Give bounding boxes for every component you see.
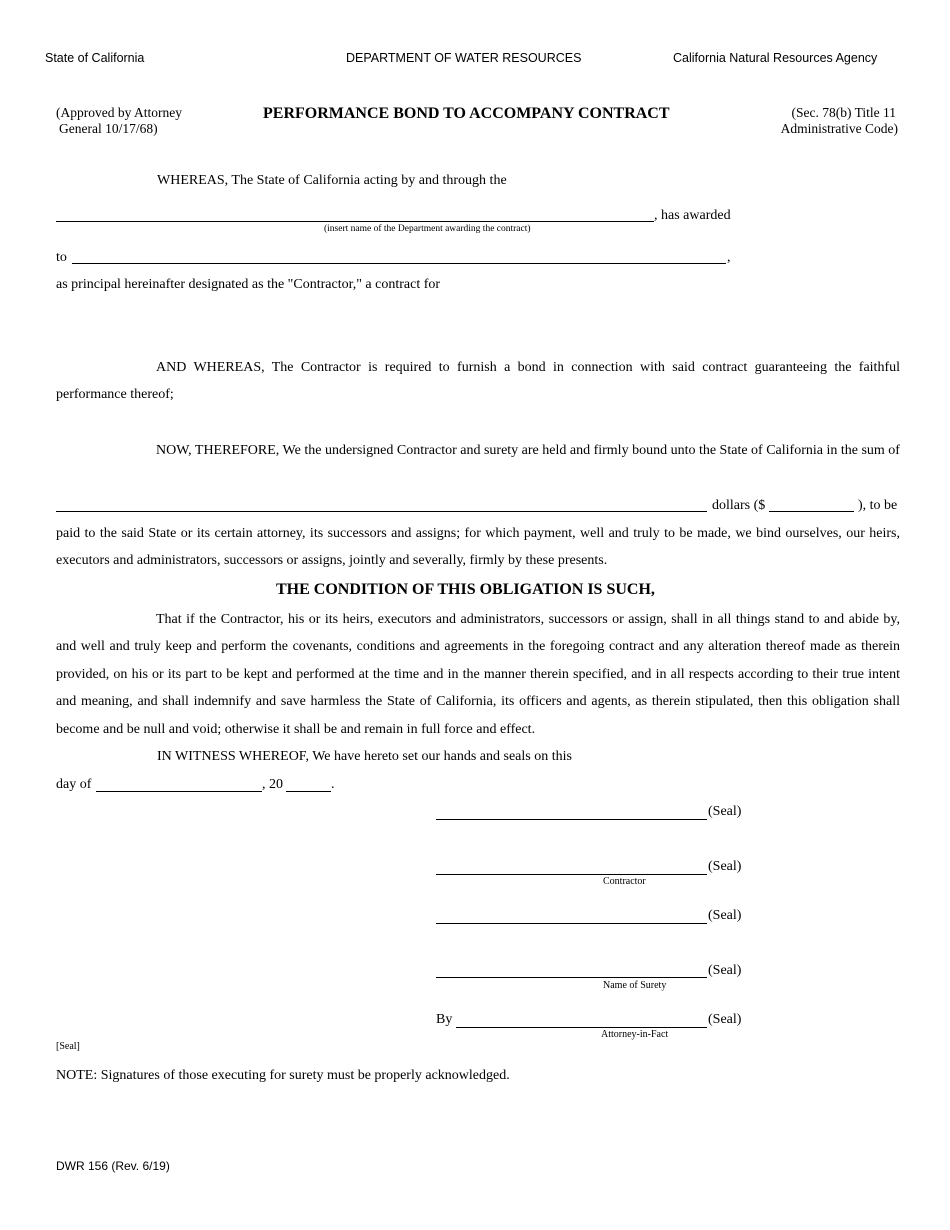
witness-text: IN WITNESS WHEREOF, We have hereto set our hands and seals on this bbox=[157, 749, 572, 764]
dollar-amount-field[interactable] bbox=[769, 511, 854, 512]
contractor-caption: Contractor bbox=[603, 876, 646, 887]
seal-label-2: (Seal) bbox=[708, 859, 742, 874]
to-be-label: ), to be bbox=[858, 498, 898, 513]
day-of-label: day of bbox=[56, 777, 92, 792]
principal-text: as principal hereinafter designated as the "Contractor," a contract for bbox=[56, 277, 441, 292]
condition-paragraph: That if the Contractor, his or its heirs, executors and administrators, successors or assign, shall in all things stand to and abide by, and well and truly keep and perform the covenants, conditions and agreements in the foregoing contract and any alteration thereof made as therein provided, on his or its part to be kept and performed at the time and in the manner therein specified, and in all respects according to their true intent and meaning, and shall indemnify and save harmless the State of California, its officers and agents, as therein stipulated, then this obligation shall become and be null and void; otherwise it shall be and remain in full force and effect. bbox=[56, 612, 900, 737]
seal-label-3: (Seal) bbox=[708, 908, 742, 923]
payment-paragraph: paid to the said State or its certain attorney, its successors and assigns; for which payment, well and truly to be made, we bind ourselves, our heirs, executors and administrators, successors or assigns, jointly and severally, firmly by these presents. bbox=[56, 526, 900, 569]
seal-label-1: (Seal) bbox=[708, 804, 742, 819]
year-field[interactable] bbox=[286, 791, 331, 792]
attorney-in-fact-caption: Attorney-in-Fact bbox=[601, 1029, 669, 1040]
department-name-field[interactable] bbox=[56, 221, 654, 222]
department-field-caption: (insert name of the Department awarding the contract) bbox=[324, 224, 531, 234]
day-field[interactable] bbox=[96, 791, 262, 792]
by-label: By bbox=[436, 1012, 453, 1027]
header-state: State of California bbox=[45, 51, 145, 65]
seal-label-5: (Seal) bbox=[708, 1012, 742, 1027]
seal-label-4: (Seal) bbox=[708, 963, 742, 978]
approval-line-1: (Approved by Attorney bbox=[56, 105, 182, 120]
has-awarded-label: , has awarded bbox=[654, 208, 731, 223]
surety-caption: Name of Surety bbox=[603, 980, 667, 991]
attorney-in-fact-signature-field[interactable] bbox=[456, 1027, 707, 1028]
page-title: PERFORMANCE BOND TO ACCOMPANY CONTRACT bbox=[263, 105, 670, 122]
section-ref-line-1: (Sec. 78(b) Title 11 bbox=[791, 105, 896, 120]
approval-line-2: General 10/17/68) bbox=[59, 121, 158, 136]
header-agency: California Natural Resources Agency bbox=[673, 51, 878, 65]
surety-name-field[interactable] bbox=[436, 977, 707, 978]
surety-note: NOTE: Signatures of those executing for surety must be properly acknowledged. bbox=[56, 1068, 510, 1083]
dollars-label: dollars ($ bbox=[712, 498, 766, 513]
contractor-name-field[interactable] bbox=[72, 263, 726, 264]
date-period: . bbox=[331, 777, 335, 792]
surety-signature-1-field[interactable] bbox=[436, 923, 707, 924]
year-prefix-label: , 20 bbox=[262, 777, 283, 792]
whereas-intro: WHEREAS, The State of California acting by and through the bbox=[157, 173, 507, 188]
contractor-signature-2-field[interactable] bbox=[436, 874, 707, 875]
to-field-comma: , bbox=[727, 250, 731, 265]
now-therefore-paragraph: NOW, THEREFORE, We the undersigned Contractor and surety are held and firmly bound unto the State of California in the sum of bbox=[156, 443, 900, 458]
header-department: DEPARTMENT OF WATER RESOURCES bbox=[346, 51, 582, 65]
seal-marker: [Seal] bbox=[56, 1041, 80, 1052]
to-label: to bbox=[56, 250, 67, 265]
section-ref-line-2: Administrative Code) bbox=[780, 121, 898, 136]
sum-in-words-field[interactable] bbox=[56, 511, 707, 512]
contractor-signature-1-field[interactable] bbox=[436, 819, 707, 820]
condition-heading: THE CONDITION OF THIS OBLIGATION IS SUCH, bbox=[276, 581, 655, 598]
form-number-footer: DWR 156 (Rev. 6/19) bbox=[56, 1159, 170, 1173]
and-whereas-paragraph: AND WHEREAS, The Contractor is required to furnish a bond in connection with said contract guaranteeing the faithful performance thereof; bbox=[56, 360, 900, 403]
